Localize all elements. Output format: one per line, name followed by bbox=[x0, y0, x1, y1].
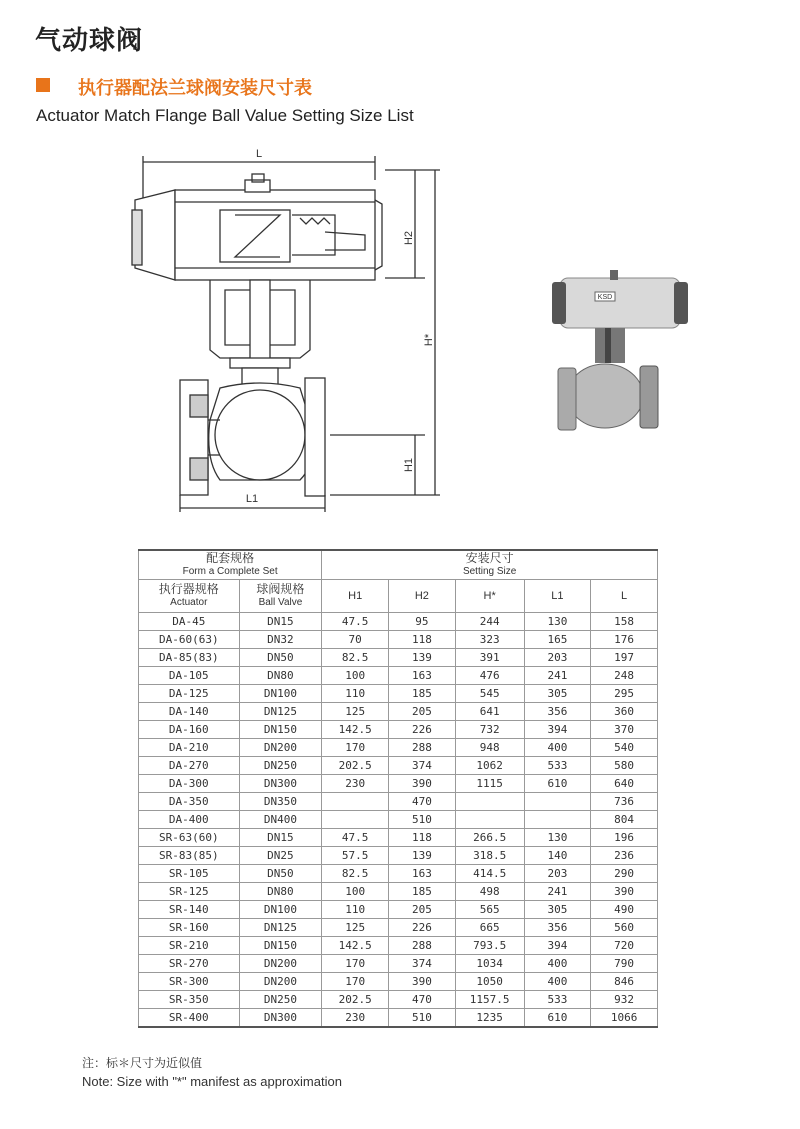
table-cell: DN80 bbox=[239, 667, 322, 685]
table-cell: 391 bbox=[455, 649, 524, 667]
table-cell: 1157.5 bbox=[455, 991, 524, 1009]
table-cell: DN32 bbox=[239, 631, 322, 649]
table-cell: 196 bbox=[591, 829, 658, 847]
table-cell: 163 bbox=[389, 865, 456, 883]
table-cell bbox=[524, 811, 591, 829]
table-cell: SR-270 bbox=[139, 955, 240, 973]
section-title-en: Actuator Match Flange Ball Value Setting Size List bbox=[36, 106, 414, 125]
col-header-actuator bbox=[139, 580, 240, 613]
table-row bbox=[139, 901, 658, 919]
table-cell bbox=[322, 793, 389, 811]
table-row bbox=[139, 793, 658, 811]
group-header-setting-size bbox=[322, 550, 658, 580]
table-cell: 70 bbox=[322, 631, 389, 649]
table-cell: 100 bbox=[322, 667, 389, 685]
table-cell: DA-60(63) bbox=[139, 631, 240, 649]
table-cell: 400 bbox=[524, 973, 591, 991]
table-cell: 202.5 bbox=[322, 991, 389, 1009]
table-cell: 202.5 bbox=[322, 757, 389, 775]
col-actuator-en: Actuator bbox=[170, 597, 208, 608]
table-cell: 130 bbox=[524, 829, 591, 847]
dim-label-h1: H1 bbox=[403, 457, 415, 473]
table-cell: 241 bbox=[524, 883, 591, 901]
table-cell: DN200 bbox=[239, 973, 322, 991]
table-cell: DN200 bbox=[239, 739, 322, 757]
table-cell: 641 bbox=[455, 703, 524, 721]
table-cell: 170 bbox=[322, 955, 389, 973]
section-title-zh: 执行器配法兰球阀安装尺寸表 bbox=[78, 78, 312, 99]
table-cell: SR-125 bbox=[139, 883, 240, 901]
table-cell: 125 bbox=[322, 703, 389, 721]
table-cell: 295 bbox=[591, 685, 658, 703]
table-row bbox=[139, 973, 658, 991]
valve-technical-drawing bbox=[120, 140, 460, 520]
table-cell: 560 bbox=[591, 919, 658, 937]
note-en: Note: Size with "*" manifest as approximation bbox=[82, 1074, 342, 1089]
table-cell: DN25 bbox=[239, 847, 322, 865]
table-cell: 230 bbox=[322, 1009, 389, 1028]
table-cell: 139 bbox=[389, 847, 456, 865]
table-cell: DN125 bbox=[239, 919, 322, 937]
table-cell: 790 bbox=[591, 955, 658, 973]
table-row bbox=[139, 757, 658, 775]
table-cell: 236 bbox=[591, 847, 658, 865]
table-cell: 100 bbox=[322, 883, 389, 901]
table-cell: SR-400 bbox=[139, 1009, 240, 1028]
dim-label-h2: H2 bbox=[403, 230, 415, 246]
table-row bbox=[139, 919, 658, 937]
table-cell: 244 bbox=[455, 613, 524, 631]
table-cell: DN250 bbox=[239, 757, 322, 775]
table-cell: 1062 bbox=[455, 757, 524, 775]
table-cell: 1050 bbox=[455, 973, 524, 991]
table-cell: 118 bbox=[389, 829, 456, 847]
table-cell: 82.5 bbox=[322, 865, 389, 883]
table-cell: 665 bbox=[455, 919, 524, 937]
table-cell: 470 bbox=[389, 991, 456, 1009]
table-row bbox=[139, 649, 658, 667]
table-cell: 565 bbox=[455, 901, 524, 919]
table-cell: DA-210 bbox=[139, 739, 240, 757]
table-cell: 490 bbox=[591, 901, 658, 919]
table-cell: 356 bbox=[524, 703, 591, 721]
table-cell: DN100 bbox=[239, 901, 322, 919]
table-cell: 1115 bbox=[455, 775, 524, 793]
table-cell: 374 bbox=[389, 955, 456, 973]
page-title: 气动球阀 bbox=[35, 26, 144, 56]
table-cell: DN150 bbox=[239, 721, 322, 739]
table-cell: 793.5 bbox=[455, 937, 524, 955]
table-cell: DA-45 bbox=[139, 613, 240, 631]
table-row bbox=[139, 631, 658, 649]
table-cell: 510 bbox=[389, 811, 456, 829]
section-bullet-icon bbox=[36, 78, 50, 92]
table-cell: 360 bbox=[591, 703, 658, 721]
table-cell: 230 bbox=[322, 775, 389, 793]
table-cell: 130 bbox=[524, 613, 591, 631]
table-cell: 400 bbox=[524, 955, 591, 973]
table-cell: 533 bbox=[524, 757, 591, 775]
table-cell: 732 bbox=[455, 721, 524, 739]
table-cell: 720 bbox=[591, 937, 658, 955]
table-cell: 1034 bbox=[455, 955, 524, 973]
setting-size-table bbox=[138, 549, 658, 1028]
table-cell: 248 bbox=[591, 667, 658, 685]
table-row bbox=[139, 955, 658, 973]
table-cell: DA-105 bbox=[139, 667, 240, 685]
table-cell: DA-160 bbox=[139, 721, 240, 739]
table-cell: 163 bbox=[389, 667, 456, 685]
table-cell: 170 bbox=[322, 973, 389, 991]
table-row bbox=[139, 847, 658, 865]
table-cell: 118 bbox=[389, 631, 456, 649]
table-row bbox=[139, 1009, 658, 1028]
table-cell: 142.5 bbox=[322, 721, 389, 739]
table-cell: DN50 bbox=[239, 865, 322, 883]
table-cell: 804 bbox=[591, 811, 658, 829]
table-cell: 170 bbox=[322, 739, 389, 757]
table-cell: 640 bbox=[591, 775, 658, 793]
table-cell: DN350 bbox=[239, 793, 322, 811]
table-cell: DN300 bbox=[239, 1009, 322, 1028]
table-cell: 580 bbox=[591, 757, 658, 775]
table-cell: 266.5 bbox=[455, 829, 524, 847]
table-row bbox=[139, 811, 658, 829]
table-cell: DN400 bbox=[239, 811, 322, 829]
table-cell: 95 bbox=[389, 613, 456, 631]
col-header-ball-valve bbox=[239, 580, 322, 613]
table-cell bbox=[455, 793, 524, 811]
table-cell: 125 bbox=[322, 919, 389, 937]
table-cell bbox=[322, 811, 389, 829]
table-cell: 226 bbox=[389, 919, 456, 937]
table-cell: DN300 bbox=[239, 775, 322, 793]
table-cell: DA-350 bbox=[139, 793, 240, 811]
group2-zh: 安装尺寸 bbox=[465, 551, 514, 565]
col-header-h-star: H* bbox=[455, 580, 524, 613]
table-body bbox=[139, 613, 658, 1028]
table-cell: 498 bbox=[455, 883, 524, 901]
table-cell: 846 bbox=[591, 973, 658, 991]
table-cell: 142.5 bbox=[322, 937, 389, 955]
dim-label-l: L bbox=[255, 148, 263, 160]
table-cell: 370 bbox=[591, 721, 658, 739]
group-header-complete-set bbox=[139, 550, 322, 580]
table-cell: 932 bbox=[591, 991, 658, 1009]
table-row bbox=[139, 865, 658, 883]
table-row bbox=[139, 667, 658, 685]
table-cell: 390 bbox=[389, 973, 456, 991]
table-cell: 323 bbox=[455, 631, 524, 649]
table-cell: SR-300 bbox=[139, 973, 240, 991]
table-cell: 176 bbox=[591, 631, 658, 649]
table-cell: 414.5 bbox=[455, 865, 524, 883]
group2-en: Setting Size bbox=[462, 566, 517, 577]
col-valve-en: Ball Valve bbox=[258, 597, 303, 608]
table-cell: 476 bbox=[455, 667, 524, 685]
dim-label-l1: L1 bbox=[245, 493, 259, 505]
table-cell bbox=[524, 793, 591, 811]
table-cell: 400 bbox=[524, 739, 591, 757]
table-cell: 47.5 bbox=[322, 613, 389, 631]
table-cell: 290 bbox=[591, 865, 658, 883]
table-cell: DN15 bbox=[239, 829, 322, 847]
col-actuator-zh: 执行器规格 bbox=[158, 582, 219, 596]
table-cell: 305 bbox=[524, 901, 591, 919]
table-cell: SR-63(60) bbox=[139, 829, 240, 847]
table-cell: DA-125 bbox=[139, 685, 240, 703]
table-cell: 390 bbox=[591, 883, 658, 901]
table-row bbox=[139, 703, 658, 721]
table-cell: 318.5 bbox=[455, 847, 524, 865]
table-row bbox=[139, 685, 658, 703]
table-cell: DN50 bbox=[239, 649, 322, 667]
table-cell: 47.5 bbox=[322, 829, 389, 847]
dim-label-h-star: H* bbox=[423, 333, 435, 347]
table-cell: DA-400 bbox=[139, 811, 240, 829]
col-header-h1: H1 bbox=[322, 580, 389, 613]
table-cell: 203 bbox=[524, 649, 591, 667]
product-photo bbox=[550, 268, 690, 448]
table-cell: 82.5 bbox=[322, 649, 389, 667]
table-cell: SR-140 bbox=[139, 901, 240, 919]
table-cell: 185 bbox=[389, 685, 456, 703]
table-cell: DN100 bbox=[239, 685, 322, 703]
col-header-l1: L1 bbox=[524, 580, 591, 613]
table-cell: 140 bbox=[524, 847, 591, 865]
table-row bbox=[139, 991, 658, 1009]
table-cell: 394 bbox=[524, 937, 591, 955]
table-cell: 533 bbox=[524, 991, 591, 1009]
col-header-h2: H2 bbox=[389, 580, 456, 613]
table-cell: 394 bbox=[524, 721, 591, 739]
table-cell: DN125 bbox=[239, 703, 322, 721]
table-cell: 203 bbox=[524, 865, 591, 883]
table-row bbox=[139, 829, 658, 847]
table-cell: DA-300 bbox=[139, 775, 240, 793]
table-cell: SR-160 bbox=[139, 919, 240, 937]
table-row bbox=[139, 937, 658, 955]
table-cell: 948 bbox=[455, 739, 524, 757]
table-cell: 205 bbox=[389, 901, 456, 919]
table-row bbox=[139, 613, 658, 631]
table-cell: 197 bbox=[591, 649, 658, 667]
table-cell: 110 bbox=[322, 685, 389, 703]
table-cell: SR-83(85) bbox=[139, 847, 240, 865]
table-cell bbox=[455, 811, 524, 829]
table-cell: 165 bbox=[524, 631, 591, 649]
table-cell: 470 bbox=[389, 793, 456, 811]
table-cell: DN15 bbox=[239, 613, 322, 631]
table-cell: 1066 bbox=[591, 1009, 658, 1028]
group1-zh: 配套规格 bbox=[206, 551, 255, 565]
table-cell: 158 bbox=[591, 613, 658, 631]
note-zh: 注：标＊尺寸为近似值 bbox=[82, 1056, 203, 1070]
table-cell: 610 bbox=[524, 1009, 591, 1028]
table-cell: 139 bbox=[389, 649, 456, 667]
table-cell: DN150 bbox=[239, 937, 322, 955]
table-cell: 390 bbox=[389, 775, 456, 793]
table-cell: 610 bbox=[524, 775, 591, 793]
table-cell: DN80 bbox=[239, 883, 322, 901]
col-valve-zh: 球阀规格 bbox=[256, 582, 305, 596]
table-cell: SR-350 bbox=[139, 991, 240, 1009]
table-cell: DA-140 bbox=[139, 703, 240, 721]
table-row bbox=[139, 775, 658, 793]
table-cell: 305 bbox=[524, 685, 591, 703]
table-cell: 185 bbox=[389, 883, 456, 901]
table-cell: SR-105 bbox=[139, 865, 240, 883]
table-cell: 736 bbox=[591, 793, 658, 811]
table-cell: 288 bbox=[389, 937, 456, 955]
table-cell: DA-85(83) bbox=[139, 649, 240, 667]
table-cell: DN200 bbox=[239, 955, 322, 973]
col-header-l: L bbox=[591, 580, 658, 613]
table-cell: 545 bbox=[455, 685, 524, 703]
photo-brand-label: KSD bbox=[597, 294, 613, 301]
table-cell: SR-210 bbox=[139, 937, 240, 955]
table-cell: 510 bbox=[389, 1009, 456, 1028]
table-cell: 57.5 bbox=[322, 847, 389, 865]
table-row bbox=[139, 721, 658, 739]
table-cell: 374 bbox=[389, 757, 456, 775]
table-cell: 1235 bbox=[455, 1009, 524, 1028]
table-cell: 205 bbox=[389, 703, 456, 721]
table-cell: 356 bbox=[524, 919, 591, 937]
table-cell: DN250 bbox=[239, 991, 322, 1009]
group1-en: Form a Complete Set bbox=[182, 566, 278, 577]
table-row bbox=[139, 883, 658, 901]
table-cell: 241 bbox=[524, 667, 591, 685]
table-row bbox=[139, 739, 658, 757]
table-cell: 226 bbox=[389, 721, 456, 739]
table-cell: DA-270 bbox=[139, 757, 240, 775]
table-cell: 540 bbox=[591, 739, 658, 757]
table-cell: 110 bbox=[322, 901, 389, 919]
table-cell: 288 bbox=[389, 739, 456, 757]
